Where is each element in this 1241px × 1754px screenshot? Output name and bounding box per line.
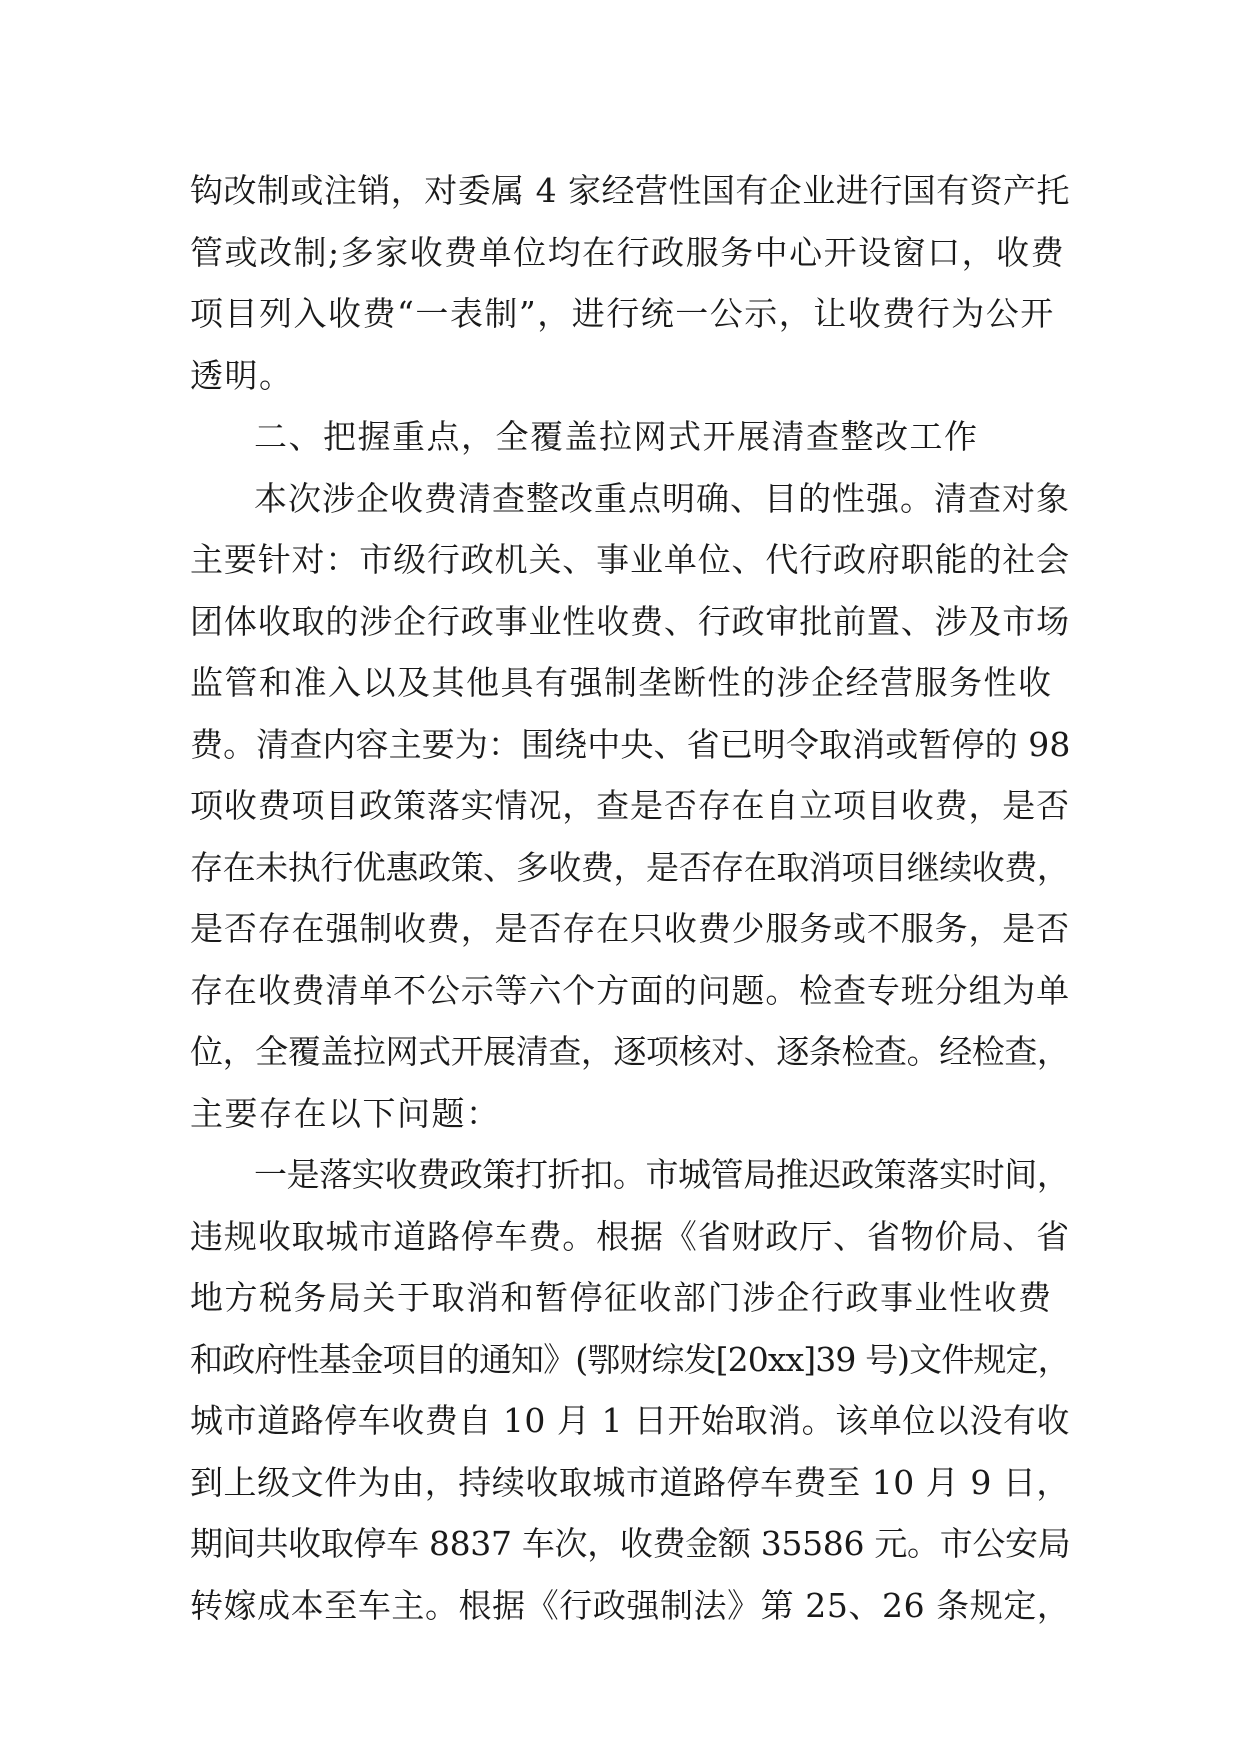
text-line: 是否存在强制收费，是否存在只收费少服务或不服务，是否 bbox=[190, 909, 1070, 948]
text-line: 主要存在以下问题： bbox=[190, 1093, 501, 1133]
text-line: 转嫁成本至车主。根据《行政强制法》第 25、26 条规定， bbox=[190, 1585, 1071, 1625]
text-line: 监管和准入以及其他具有强制垄断性的涉企经营服务性收 bbox=[190, 663, 1053, 702]
text-line: 团体收取的涉企行政事业性收费、行政审批前置、涉及市场 bbox=[190, 601, 1070, 641]
text-line: 和政府性基金项目的通知》(鄂财综发[20xx]39 号)文件规定， bbox=[190, 1339, 1070, 1379]
text-line: 透明。 bbox=[190, 355, 294, 395]
text-line: 费。清查内容主要为：围绕中央、省已明令取消或暂停的 98 bbox=[190, 724, 1071, 764]
text-line: 项收费项目政策落实情况，查是否存在自立项目收费，是否 bbox=[190, 786, 1070, 825]
text-line: 到上级文件为由，持续收取城市道路停车费至 10 月 9 日， bbox=[190, 1462, 1070, 1502]
text-line: 位，全覆盖拉网式开展清查，逐项核对、逐条检查。经检查， bbox=[190, 1032, 1070, 1071]
text-line: 期间共收取停车 8837 车次，收费金额 35586 元。市公安局 bbox=[190, 1524, 1071, 1563]
text-line: 主要针对：市级行政机关、事业单位、代行政府职能的社会 bbox=[190, 540, 1070, 579]
text-line: 二、把握重点，全覆盖拉网式开展清查整改工作 bbox=[254, 417, 979, 456]
text-line: 城市道路停车收费自 10 月 1 日开始取消。该单位以没有收 bbox=[190, 1401, 1070, 1440]
text-line: 存在未执行优惠政策、多收费，是否存在取消项目继续收费， bbox=[190, 847, 1070, 887]
text-line: 存在收费清单不公示等六个方面的问题。检查专班分组为单 bbox=[190, 970, 1070, 1010]
text-line: 违规收取城市道路停车费。根据《省财政厅、省物价局、省 bbox=[190, 1216, 1070, 1256]
text-line: 本次涉企收费清查整改重点明确、目的性强。清查对象 bbox=[254, 478, 1070, 518]
text-line: 项目列入收费“一表制”，进行统一公示，让收费行为公开 bbox=[190, 294, 1055, 333]
text-line: 管或改制;多家收费单位均在行政服务中心开设窗口，收费 bbox=[190, 232, 1066, 272]
document-body bbox=[190, 160, 1070, 1636]
text-line: 钩改制或注销，对委属 4 家经营性国有企业进行国有资产托 bbox=[190, 171, 1070, 210]
text-line: 地方税务局关于取消和暂停征收部门涉企行政事业性收费 bbox=[190, 1278, 1053, 1317]
text-line: 一是落实收费政策打折扣。市城管局推迟政策落实时间， bbox=[254, 1155, 1070, 1194]
